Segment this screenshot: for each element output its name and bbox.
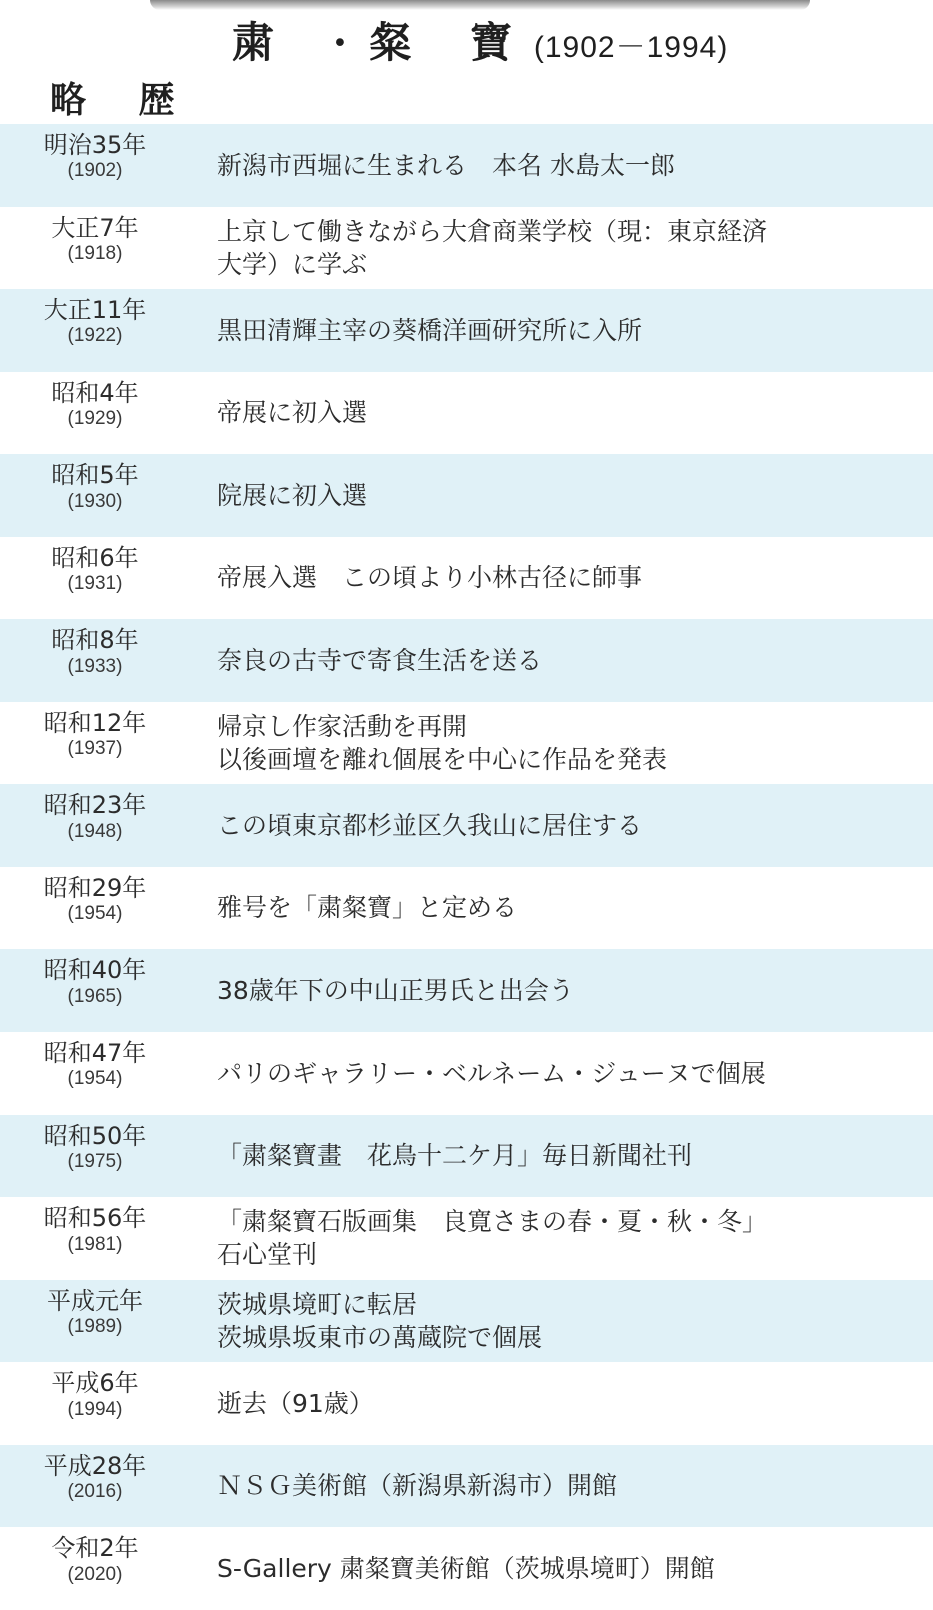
event-text: 新潟市西堀に生まれる 本名 水島太一郎 — [217, 150, 675, 180]
timeline-date — [0, 784, 190, 842]
western-year: (1981) — [67, 1233, 123, 1255]
event-text: 黒田清輝主宰の葵橋洋画研究所に入所 — [217, 315, 643, 345]
timeline-date — [0, 867, 190, 925]
era-year: 昭和4年 — [51, 378, 139, 407]
era-year: 昭和12年 — [43, 708, 147, 737]
timeline-row — [0, 1197, 933, 1280]
era-year: 令和2年 — [51, 1534, 139, 1563]
event-text: 以後画壇を離れ個展を中心に作品を発表 — [217, 744, 668, 774]
era-year: 大正11年 — [43, 296, 147, 325]
timeline-event — [190, 1115, 933, 1197]
timeline-row — [0, 867, 933, 950]
western-year: (1931) — [67, 573, 123, 595]
timeline-event — [190, 702, 933, 784]
timeline-date — [0, 949, 190, 1007]
era-year: 平成28年 — [43, 1451, 147, 1480]
western-year: (1954) — [67, 903, 123, 925]
era-year: 昭和6年 — [51, 543, 139, 572]
event-text: この頃東京都杉並区久我山に居住する — [217, 810, 643, 840]
section-heading: 略 歴 — [50, 80, 195, 121]
timeline-event — [190, 784, 933, 866]
timeline-row — [0, 702, 933, 785]
timeline-event — [190, 289, 933, 371]
timeline-event — [190, 1280, 933, 1362]
western-year: (1918) — [67, 242, 123, 264]
era-year: 昭和50年 — [43, 1121, 147, 1150]
timeline-date — [0, 1445, 190, 1503]
western-year: (1937) — [67, 738, 123, 760]
event-text: 上京して働きながら大倉商業学校（現：東京経済 — [217, 216, 768, 246]
artist-name: 粛 ·粲 寶 — [232, 18, 534, 67]
era-year: 昭和23年 — [43, 791, 147, 820]
era-year: 昭和56年 — [43, 1204, 147, 1233]
event-text: S-Gallery 粛粲寶美術館（茨城県境町）開館 — [217, 1553, 715, 1583]
timeline-date — [0, 537, 190, 595]
era-year: 昭和29年 — [43, 873, 147, 902]
event-text: 逝去（91歳） — [217, 1388, 374, 1418]
western-year: (1994) — [67, 1398, 123, 1420]
timeline-date — [0, 702, 190, 760]
timeline-date — [0, 1527, 190, 1585]
timeline-event — [190, 619, 933, 701]
timeline-date — [0, 289, 190, 347]
event-text: 院展に初入選 — [217, 480, 368, 510]
timeline-row — [0, 1445, 933, 1528]
timeline-event — [190, 454, 933, 536]
western-year: (1989) — [67, 1316, 123, 1338]
timeline-row — [0, 372, 933, 455]
timeline-row — [0, 537, 933, 620]
timeline-row — [0, 949, 933, 1032]
event-text: 石心堂刊 — [217, 1240, 318, 1270]
timeline-row — [0, 1280, 933, 1363]
event-text: パリのギャラリー・ベルネーム・ジューヌで個展 — [217, 1058, 766, 1088]
era-year: 昭和47年 — [43, 1039, 147, 1068]
era-year: 平成元年 — [47, 1286, 143, 1315]
timeline-event — [190, 372, 933, 454]
timeline-event — [190, 1527, 933, 1609]
timeline-date — [0, 124, 190, 182]
event-text: 帝展入選 この頃より小林古径に師事 — [217, 563, 643, 593]
western-year: (1922) — [67, 325, 123, 347]
era-year: 昭和5年 — [51, 461, 139, 490]
timeline-event — [190, 1445, 933, 1527]
page-title — [232, 10, 728, 66]
timeline-row — [0, 454, 933, 537]
timeline-event — [190, 1362, 933, 1444]
timeline-date — [0, 1032, 190, 1090]
timeline-row — [0, 619, 933, 702]
event-text: 「粛粲寶畫 花鳥十二ケ月」毎日新聞社刊 — [217, 1141, 693, 1171]
timeline-row — [0, 1032, 933, 1115]
timeline-date — [0, 207, 190, 265]
era-year: 昭和40年 — [43, 956, 147, 985]
era-year: 明治35年 — [43, 131, 147, 159]
event-text: ＮＳＧ美術館（新潟県新潟市）開館 — [217, 1471, 618, 1501]
western-year: (2016) — [67, 1481, 123, 1503]
western-year: (1975) — [67, 1150, 123, 1172]
western-year: (1948) — [67, 820, 123, 842]
event-text: 38歳年下の中山正男氏と出会う — [217, 975, 574, 1005]
timeline-date — [0, 1115, 190, 1173]
biography-timeline — [0, 124, 933, 1610]
western-year: (1965) — [67, 985, 123, 1007]
timeline-event — [190, 1032, 933, 1114]
timeline-date — [0, 454, 190, 512]
western-year: (1954) — [67, 1068, 123, 1090]
western-year: (1902) — [67, 160, 123, 182]
timeline-event — [190, 867, 933, 949]
event-text: 大学）に学ぶ — [217, 249, 368, 279]
event-text: 茨城県境町に転居 — [217, 1289, 418, 1319]
timeline-date — [0, 1362, 190, 1420]
timeline-event — [190, 949, 933, 1031]
timeline-row — [0, 1115, 933, 1198]
event-text: 帰京し作家活動を再開 — [217, 711, 468, 741]
western-year: (1930) — [67, 490, 123, 512]
timeline-date — [0, 1280, 190, 1338]
era-year: 平成6年 — [51, 1369, 139, 1398]
event-text: 「粛粲寶石版画集 良寛さまの春・夏・秋・冬」 — [217, 1207, 768, 1237]
western-year: (1929) — [67, 408, 123, 430]
timeline-row — [0, 124, 933, 207]
page-header — [0, 0, 933, 130]
event-text: 奈良の古寺で寄食生活を送る — [217, 645, 543, 675]
timeline-event — [190, 124, 933, 206]
era-year: 昭和8年 — [51, 626, 139, 655]
timeline-date — [0, 619, 190, 677]
timeline-date — [0, 1197, 190, 1255]
event-text: 雅号を「粛粲寶」と定める — [217, 893, 518, 923]
western-year: (1933) — [67, 655, 123, 677]
event-text: 茨城県坂東市の萬蔵院で個展 — [217, 1322, 543, 1352]
event-text: 帝展に初入選 — [217, 398, 368, 428]
timeline-row — [0, 207, 933, 290]
western-year: (2020) — [67, 1563, 123, 1585]
era-year: 大正7年 — [51, 213, 139, 242]
timeline-event — [190, 537, 933, 619]
timeline-row — [0, 784, 933, 867]
timeline-event — [190, 1197, 933, 1279]
timeline-event — [190, 207, 933, 289]
life-years: (1902－1994) — [533, 31, 729, 64]
timeline-row — [0, 289, 933, 372]
timeline-date — [0, 372, 190, 430]
timeline-row — [0, 1362, 933, 1445]
timeline-row — [0, 1527, 933, 1610]
